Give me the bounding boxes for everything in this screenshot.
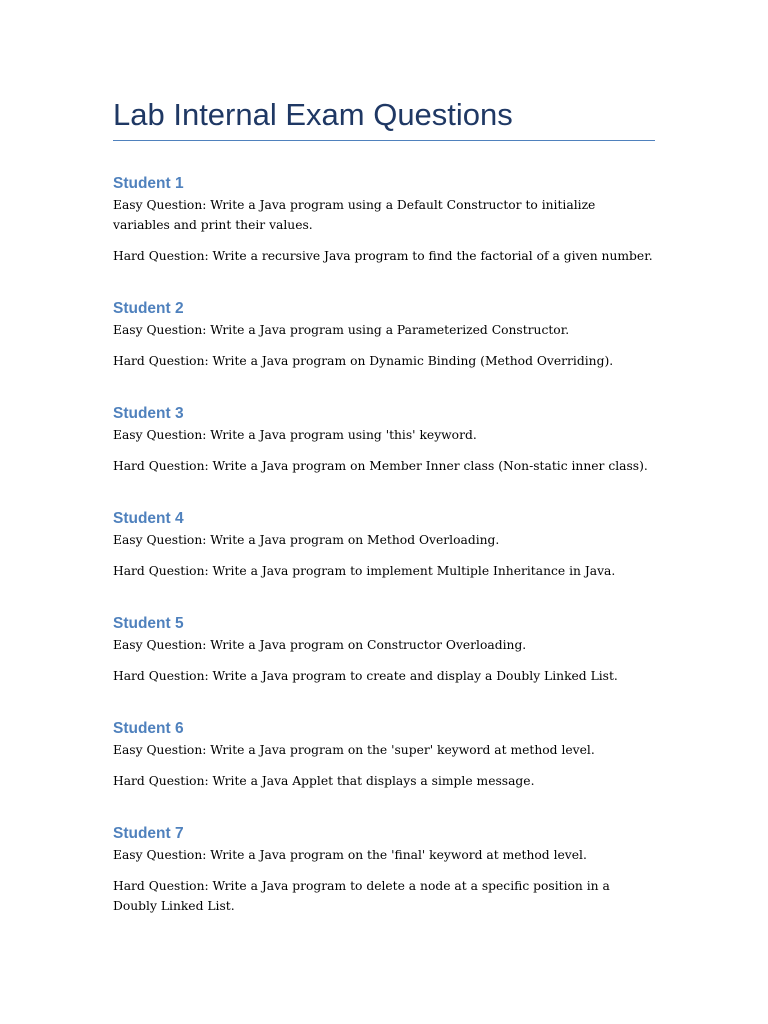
- student-heading: Student 7: [113, 824, 184, 842]
- title-underline: [113, 140, 655, 141]
- easy-question: Easy Question: Write a Java program using a Parameterized Constructor.: [113, 322, 570, 337]
- easy-question: Easy Question: Write a Java program on Constructor Overloading.: [113, 637, 527, 652]
- student-heading: Student 5: [113, 614, 184, 632]
- hard-question: Hard Question: Write a Java program to implement Multiple Inheritance in Java.: [113, 564, 616, 578]
- hard-question: Hard Question: Write a Java program on Member Inner class (Non-static inner class).: [113, 459, 648, 473]
- student-heading: Student 3: [113, 404, 184, 422]
- easy-question: Easy Question: Write a Java program using a Default Constructor to initialize variables and print their values.: [113, 198, 596, 232]
- hard-question: Hard Question: Write a Java program on Dynamic Binding (Method Overriding).: [113, 354, 614, 368]
- easy-question: Easy Question: Write a Java program on Method Overloading.: [113, 532, 500, 547]
- hard-question: Hard Question: Write a Java program to create and display a Doubly Linked List.: [113, 669, 618, 683]
- student-heading: Student 1: [113, 175, 184, 192]
- student-section: [113, 824, 655, 917]
- student-section: [113, 174, 655, 267]
- student-section: [113, 614, 655, 687]
- hard-question: Hard Question: Write a recursive Java program to find the factorial of a given number.: [113, 249, 653, 263]
- student-section: [113, 719, 655, 792]
- easy-question: Easy Question: Write a Java program using 'this' keyword.: [113, 427, 477, 442]
- student-heading: Student 2: [113, 299, 184, 317]
- student-heading: Student 4: [113, 509, 184, 527]
- student-section: [113, 299, 655, 372]
- student-section: [113, 404, 655, 477]
- document-title: Lab Internal Exam Questions: [113, 97, 513, 132]
- hard-question: Hard Question: Write a Java Applet that displays a simple message.: [113, 774, 535, 788]
- hard-question: Hard Question: Write a Java program to delete a node at a specific position in a Doubly Linked List.: [113, 879, 610, 913]
- easy-question: Easy Question: Write a Java program on the 'super' keyword at method level.: [113, 742, 595, 757]
- easy-question: Easy Question: Write a Java program on the 'final' keyword at method level.: [113, 847, 587, 862]
- student-section: [113, 509, 655, 582]
- document-page: [113, 96, 655, 916]
- student-heading: Student 6: [113, 719, 184, 737]
